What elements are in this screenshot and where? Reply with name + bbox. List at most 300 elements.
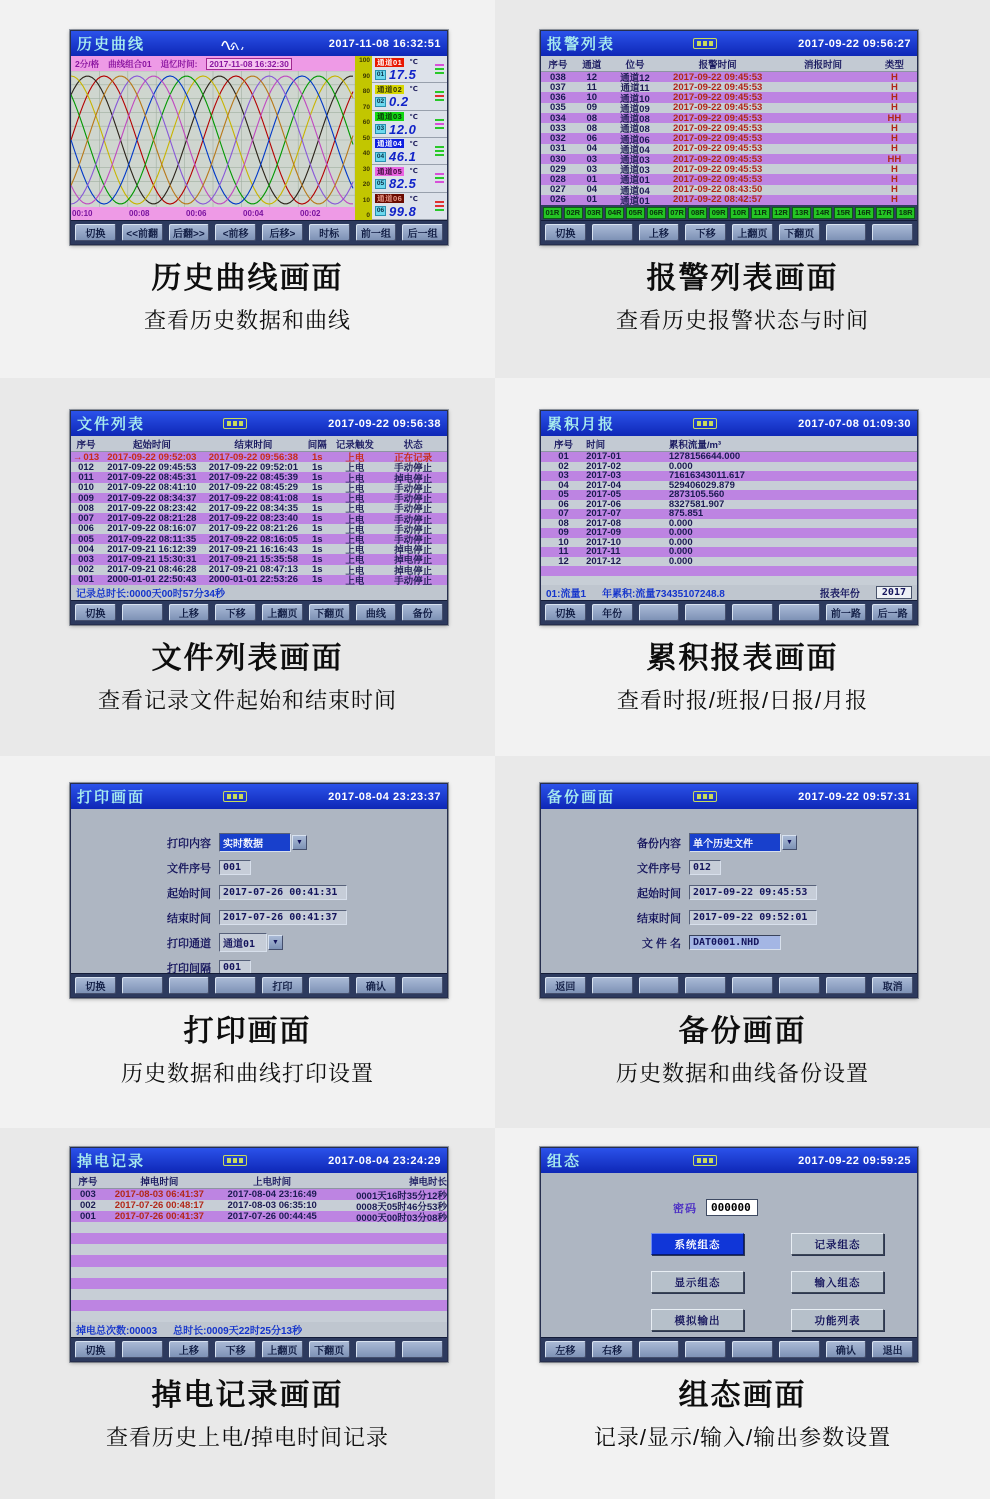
- caption-subtitle: 历史数据和曲线备份设置: [615, 1060, 869, 1086]
- column-header: 间隔: [307, 439, 327, 451]
- table-cell: 上电: [345, 473, 365, 483]
- table-row: [71, 1189, 447, 1200]
- storage-icon: [693, 1155, 717, 1166]
- table-cell: 1s: [311, 513, 323, 524]
- table-row: [71, 575, 447, 585]
- softkey-blank-2[interactable]: [639, 977, 680, 994]
- relay-indicator: 05R: [626, 207, 645, 219]
- table-cell: 2017-09-22 09:45:53: [673, 72, 763, 83]
- caption-subtitle: 查看历史报警状态与时间: [615, 307, 869, 333]
- table-cell: 2017-05: [586, 490, 621, 500]
- column-header: 消报时间: [803, 59, 842, 71]
- softkey-blank-7[interactable]: [872, 224, 913, 241]
- caption-title: 备份画面: [678, 1015, 807, 1048]
- table-cell: 04: [558, 480, 569, 490]
- softkey-blank-4[interactable]: [732, 977, 773, 994]
- form-row: [71, 880, 447, 905]
- channel-card-02[interactable]: [372, 83, 447, 110]
- table-cell: 05: [558, 490, 569, 500]
- channel-value: 0.2: [389, 94, 409, 110]
- channel-value: 99.8: [389, 203, 417, 219]
- softkey-blank-7[interactable]: [402, 977, 443, 994]
- table-row: [541, 174, 917, 184]
- field-value[interactable]: 单个历史文件: [689, 833, 781, 852]
- table-row: [541, 92, 917, 102]
- titlebar: [541, 411, 917, 436]
- table-row: [541, 557, 917, 567]
- caption-title: 历史曲线画面: [151, 262, 344, 295]
- table-row: [541, 519, 917, 529]
- table-cell: 2017-07: [586, 509, 621, 519]
- table-cell: 003: [78, 554, 94, 565]
- table-header: [541, 436, 917, 452]
- softkey-blank-6[interactable]: [826, 977, 867, 994]
- menu-button-2[interactable]: 显示组态: [651, 1271, 744, 1293]
- status-text: 记录总时长:0000天00时57分34秒: [76, 589, 225, 600]
- softkey-button-0[interactable]: 切换: [545, 224, 586, 241]
- softkey-button-4[interactable]: 打印: [262, 977, 303, 994]
- form-row: [71, 855, 447, 880]
- softkey-button-0[interactable]: 切换: [75, 224, 116, 241]
- table-row: [71, 1200, 447, 1211]
- table-cell: 2017-09-22 08:45:29: [208, 482, 298, 493]
- report-year-field[interactable]: 2017: [876, 586, 912, 599]
- column-header: 序号: [554, 439, 574, 451]
- table-cell: 2017-09-22 08:43:50: [673, 184, 763, 195]
- softkey-button-6[interactable]: 确认: [826, 1341, 867, 1358]
- x-axis: [71, 207, 355, 220]
- softkey-blank-3[interactable]: [215, 977, 256, 994]
- column-header: 记录触发: [335, 439, 374, 451]
- curve-right: [355, 56, 447, 220]
- empty-row: [541, 576, 917, 586]
- table-row: [541, 154, 917, 164]
- table-row: [541, 82, 917, 92]
- status-bar: [71, 585, 447, 600]
- menu-button-5[interactable]: 功能列表: [791, 1309, 884, 1331]
- channel-card-top: [375, 166, 444, 176]
- softkey-button-7[interactable]: 取消: [872, 977, 913, 994]
- tile-config: [495, 1128, 990, 1499]
- column-header: 状态: [403, 439, 423, 451]
- table-row: [71, 513, 447, 523]
- field-value[interactable]: 001: [219, 860, 251, 875]
- column-header: 累积流量/m³: [668, 439, 722, 451]
- softkey-button-2[interactable]: 上移: [169, 604, 210, 621]
- softkey-blank-6[interactable]: [356, 1341, 397, 1358]
- form-row: [71, 830, 447, 855]
- caption: [144, 262, 351, 335]
- table-cell: HH: [887, 153, 902, 165]
- table-cell: 2017-09-22 09:45:53: [673, 92, 763, 103]
- table-cell: 71616343011.617: [668, 471, 745, 481]
- table-cell: 03: [586, 153, 598, 165]
- table-cell: 2017-02: [586, 461, 621, 471]
- softkey-blank-1[interactable]: [592, 977, 633, 994]
- softkey-button-0[interactable]: 左移: [545, 1341, 586, 1358]
- caption-subtitle: 历史数据和曲线打印设置: [120, 1060, 374, 1086]
- field-value[interactable]: 2017-09-22 09:45:53: [689, 885, 817, 900]
- curve-group: 曲线组合01: [108, 58, 152, 69]
- channel-number-chip: 01: [376, 70, 385, 78]
- table-cell: 2017-09-22 08:16:07: [107, 523, 197, 534]
- table-cell: 1s: [311, 523, 323, 534]
- menu-button-1[interactable]: 记录组态: [791, 1233, 884, 1255]
- table-cell: 2017-09-22 09:45:53: [673, 174, 763, 185]
- softkey-button-4[interactable]: 后移>: [262, 224, 303, 241]
- softkey-blank-3[interactable]: [685, 604, 726, 621]
- relay-indicator: 16R: [855, 207, 874, 219]
- tile-monthly-report: [495, 378, 990, 756]
- table-cell: 通道01: [620, 175, 650, 185]
- softkey-button-0[interactable]: 切换: [545, 604, 586, 621]
- caption: [121, 1015, 374, 1088]
- softkey-blank-5[interactable]: [779, 1341, 820, 1358]
- table-cell: 1s: [311, 482, 323, 493]
- table-cell: 009: [78, 492, 94, 504]
- titlebar: [71, 784, 447, 809]
- password-field[interactable]: 000000: [706, 1199, 758, 1216]
- field-value[interactable]: 2017-09-22 09:52:01: [689, 910, 817, 925]
- form-row: [71, 930, 447, 955]
- softkey-button-1[interactable]: 年份: [592, 604, 633, 621]
- table-cell: 上电: [345, 494, 365, 504]
- softkey-blank-3[interactable]: [685, 1341, 726, 1358]
- table-cell: 2017-07-26 00:48:17: [114, 1200, 204, 1212]
- channel-unit: ℃: [409, 168, 418, 176]
- table-cell: 0000天00时03分08秒: [356, 1212, 447, 1223]
- caption: [594, 1379, 891, 1452]
- softkey-button-1[interactable]: <<前翻: [122, 224, 163, 241]
- clock: 2017-07-08 01:09:30: [798, 417, 911, 430]
- softkey-blank-4[interactable]: [732, 604, 773, 621]
- channel-list: [372, 56, 447, 220]
- softkey-blank-1[interactable]: [592, 224, 633, 241]
- channel-card-03[interactable]: [372, 111, 447, 138]
- x-tick: 00:08: [129, 209, 150, 218]
- time-per-div: 2分/格: [75, 58, 100, 69]
- table-cell: 031: [549, 143, 566, 154]
- table-cell: 006: [78, 523, 94, 534]
- field-value[interactable]: 2017-07-26 00:41:37: [219, 910, 347, 925]
- table-cell: 2017-01: [586, 452, 621, 462]
- channel-tag: 通道02: [377, 84, 403, 94]
- table-cell: H: [890, 194, 898, 205]
- caption: [616, 262, 869, 335]
- caption-subtitle: 查看历史数据和曲线: [143, 307, 351, 333]
- softkey-button-7[interactable]: 后一组: [402, 224, 443, 241]
- softkey-button-5[interactable]: 下翻页: [309, 1341, 350, 1358]
- table-cell: H: [890, 72, 898, 83]
- status-text: 掉电总次数:00003: [76, 1326, 158, 1337]
- field-label: 文件序号: [637, 862, 681, 875]
- softkey-blank-5[interactable]: [309, 977, 350, 994]
- relay-indicator: 01R: [543, 207, 562, 219]
- table-row: [71, 483, 447, 493]
- channel-card-06[interactable]: [372, 193, 447, 220]
- softkey-button-1[interactable]: 右移: [592, 1341, 633, 1358]
- table-cell: H: [890, 102, 898, 113]
- table-cell: 2017-09-22 09:45:53: [673, 123, 763, 134]
- softkey-blank-2[interactable]: [639, 1341, 680, 1358]
- alarm-level-bars-icon: [435, 64, 444, 74]
- table-cell: 手动停止: [394, 575, 433, 585]
- channel-value: 17.5: [389, 67, 417, 83]
- table-cell: H: [890, 82, 898, 93]
- column-header: 位号: [625, 59, 645, 71]
- table-cell: 2017-09-21 16:12:39: [107, 544, 197, 555]
- data-table: [541, 56, 917, 205]
- y-tick: 60: [362, 119, 370, 126]
- table-cell: 09: [586, 102, 598, 113]
- status-text: 01:流量1: [546, 589, 587, 600]
- table-cell: H: [890, 184, 898, 195]
- y-tick: 0: [366, 212, 370, 219]
- table-cell: 2017-04: [586, 480, 621, 490]
- field-value[interactable]: 012: [689, 860, 721, 875]
- relay-indicator: 13R: [792, 207, 811, 219]
- column-header: 起始时间: [132, 439, 171, 451]
- softkey-button-2[interactable]: 上移: [169, 1341, 210, 1358]
- softkey-bar: [71, 973, 447, 997]
- softkey-button-2[interactable]: 上移: [639, 224, 680, 241]
- table-cell: 2017-09-22 08:45:39: [208, 472, 298, 483]
- softkey-button-0[interactable]: 切换: [75, 977, 116, 994]
- column-header: 掉电时长: [408, 1176, 447, 1188]
- column-header: 类型: [884, 59, 904, 71]
- field-value[interactable]: 001: [219, 960, 251, 973]
- field-label: 结束时间: [637, 912, 681, 925]
- tile-print: [0, 756, 495, 1128]
- softkey-button-7[interactable]: 备份: [402, 604, 443, 621]
- softkey-blank-1[interactable]: [122, 604, 163, 621]
- softkey-blank-5[interactable]: [779, 977, 820, 994]
- table-row: [71, 1211, 447, 1222]
- y-tick: 10: [362, 196, 370, 204]
- table-cell: 10: [586, 92, 598, 103]
- recall-time-label: 追忆时间:: [160, 58, 198, 69]
- tile-history-curve: [0, 0, 495, 378]
- empty-row: [71, 1222, 447, 1233]
- table-row: [71, 554, 447, 564]
- menu-button-3[interactable]: 输入组态: [791, 1271, 884, 1293]
- field-value[interactable]: DAT0001.NHD: [689, 935, 781, 950]
- relay-status-strip: [541, 205, 917, 220]
- config-body: [541, 1173, 917, 1337]
- softkey-blank-5[interactable]: [779, 604, 820, 621]
- screen-history-curve: [70, 30, 448, 245]
- softkey-button-4[interactable]: 上翻页: [262, 604, 303, 621]
- softkey-button-5[interactable]: 下翻页: [779, 224, 820, 241]
- empty-row: [71, 1289, 447, 1300]
- recall-time-field[interactable]: 2017-11-08 16:32:30: [206, 58, 291, 70]
- clock: 2017-09-22 09:57:31: [798, 790, 911, 803]
- relay-indicator: 11R: [751, 207, 770, 219]
- table-cell: 04: [586, 143, 598, 154]
- relay-indicator: 02R: [564, 207, 583, 219]
- field-value[interactable]: 通道01: [219, 933, 267, 952]
- empty-row: [71, 1233, 447, 1244]
- table-cell: 2000-01-01 22:50:43: [107, 574, 197, 585]
- table-header: [541, 56, 917, 72]
- field-value[interactable]: 2017-07-26 00:41:31: [219, 885, 347, 900]
- channel-number-chip: 03: [376, 125, 385, 133]
- table-cell: 011: [78, 472, 94, 483]
- data-table: [71, 436, 447, 585]
- clock: 2017-08-04 23:24:29: [328, 1154, 441, 1167]
- softkey-blank-2[interactable]: [639, 604, 680, 621]
- channel-card-top: [375, 194, 444, 204]
- table-cell: 012: [78, 462, 94, 473]
- caption-subtitle: 查看时报/班报/日报/月报: [616, 687, 869, 713]
- softkey-blank-3[interactable]: [685, 977, 726, 994]
- table-cell: 2017-09-22 08:34:37: [107, 492, 197, 504]
- softkey-button-5[interactable]: 下翻页: [309, 604, 350, 621]
- table-cell: 027: [549, 184, 566, 195]
- channel-card-05[interactable]: [372, 165, 447, 192]
- titlebar: [541, 784, 917, 809]
- channel-card-01[interactable]: [372, 56, 447, 83]
- channel-number-chip: 05: [376, 179, 385, 187]
- column-header: 序号: [548, 59, 568, 71]
- channel-card-bottom: [375, 204, 444, 219]
- softkey-button-0[interactable]: 切换: [75, 604, 116, 621]
- storage-icon: [693, 418, 717, 429]
- dropdown-arrow-icon[interactable]: ▼: [782, 835, 797, 850]
- softkey-button-2[interactable]: 后翻>>: [169, 224, 210, 241]
- table-row: [541, 164, 917, 174]
- softkey-button-6[interactable]: 前一路: [826, 604, 867, 621]
- data-table: [541, 436, 917, 585]
- trend-chart: [71, 71, 355, 207]
- softkey-blank-2[interactable]: [169, 977, 210, 994]
- table-cell: 手动停止: [394, 514, 433, 524]
- table-row: [541, 500, 917, 510]
- relay-indicator: 18R: [896, 207, 915, 219]
- table-row: [71, 452, 447, 462]
- table-cell: 0001天16时35分12秒: [356, 1190, 447, 1201]
- channel-number-chip: 06: [376, 207, 385, 215]
- channel-tag: 通道03: [377, 112, 403, 122]
- table-cell: H: [890, 133, 898, 144]
- softkey-button-6[interactable]: 前一组: [356, 224, 397, 241]
- channel-card-top: [375, 112, 444, 122]
- table-cell: 2017-09-22 08:21:28: [107, 513, 197, 524]
- table-cell: 875.851: [668, 509, 704, 519]
- table-row: [541, 490, 917, 500]
- field-label: 起始时间: [637, 887, 681, 900]
- softkey-blank-4[interactable]: [732, 1341, 773, 1358]
- table-cell: 2017-09-22 09:52:03: [107, 452, 197, 463]
- table-cell: 手动停止: [394, 524, 433, 534]
- relay-indicator: 06R: [647, 207, 666, 219]
- softkey-button-3[interactable]: 下移: [215, 604, 256, 621]
- screen-file-list: [70, 410, 448, 625]
- data-table: [71, 1173, 447, 1322]
- table-cell: 0.000: [668, 537, 693, 547]
- channel-number-chip: 04: [376, 152, 385, 160]
- form-row: [71, 955, 447, 973]
- table-row: [71, 503, 447, 513]
- storage-icon: [223, 791, 247, 802]
- softkey-button-4[interactable]: 上翻页: [732, 224, 773, 241]
- channel-card-bottom: [375, 94, 444, 109]
- column-header: 时间: [586, 439, 606, 451]
- field-value[interactable]: 实时数据: [219, 833, 291, 852]
- table-cell: 06: [558, 499, 569, 509]
- dropdown-arrow-icon[interactable]: ▼: [268, 935, 283, 950]
- softkey-button-6[interactable]: 曲线: [356, 604, 397, 621]
- table-cell: 上电: [345, 575, 365, 585]
- table-cell: 2017-03: [586, 471, 621, 481]
- alarm-level-bars-icon: [435, 91, 444, 101]
- table-cell: 2017-11: [586, 547, 621, 557]
- clock: 2017-09-22 09:59:25: [798, 1154, 911, 1167]
- table-cell: 08: [586, 123, 598, 134]
- titlebar: [541, 1148, 917, 1173]
- table-cell: H: [890, 123, 898, 134]
- table-cell: 09: [558, 528, 569, 538]
- channel-unit: ℃: [409, 113, 418, 121]
- relay-indicator: 08R: [688, 207, 707, 219]
- y-tick: 50: [362, 134, 370, 142]
- table-cell: 掉电停止: [394, 545, 433, 555]
- table-cell: 035: [549, 102, 566, 113]
- tile-file-list: [0, 378, 495, 756]
- password-label: 密码: [673, 1202, 697, 1215]
- softkey-button-0[interactable]: 返回: [545, 977, 586, 994]
- menu-button-4[interactable]: 模拟输出: [651, 1309, 744, 1331]
- caption-title: 文件列表画面: [151, 642, 344, 675]
- softkey-blank-7[interactable]: [402, 1341, 443, 1358]
- table-cell: 01: [586, 174, 598, 185]
- table-cell: 038: [549, 72, 566, 83]
- column-header: 序号: [76, 439, 96, 451]
- channel-value: 46.1: [389, 149, 417, 165]
- table-cell: HH: [887, 112, 902, 124]
- menu-button-0[interactable]: 系统组态: [651, 1233, 744, 1255]
- empty-row: [71, 1244, 447, 1255]
- softkey-button-7[interactable]: 退出: [872, 1341, 913, 1358]
- softkey-blank-1[interactable]: [122, 977, 163, 994]
- table-cell: 2017-09-22 08:41:08: [208, 492, 298, 504]
- dropdown-arrow-icon[interactable]: ▼: [292, 835, 307, 850]
- screen-alarm-list: [540, 30, 918, 245]
- channel-tag: 通道01: [377, 57, 403, 67]
- softkey-button-5[interactable]: 时标: [309, 224, 350, 241]
- table-row: [541, 452, 917, 462]
- softkey-blank-1[interactable]: [122, 1341, 163, 1358]
- softkey-button-4[interactable]: 上翻页: [262, 1341, 303, 1358]
- status-text: 总时长:0009天22时25分13秒: [173, 1326, 303, 1337]
- table-cell: 2017-09-21 08:46:28: [107, 564, 197, 575]
- softkey-button-3[interactable]: 下移: [215, 1341, 256, 1358]
- channel-card-04[interactable]: [372, 138, 447, 165]
- softkey-button-3[interactable]: <前移: [215, 224, 256, 241]
- table-cell: 1s: [311, 492, 323, 504]
- table-cell: 1s: [311, 544, 323, 555]
- softkey-blank-6[interactable]: [826, 224, 867, 241]
- softkey-button-7[interactable]: 后一路: [872, 604, 913, 621]
- table-cell: 掉电停止: [394, 555, 433, 565]
- curve-info-bar: [71, 56, 355, 71]
- table-cell: 005: [78, 533, 94, 545]
- table-cell: 2017-09-21 15:30:31: [107, 554, 197, 565]
- table-cell: 032: [549, 133, 566, 144]
- softkey-button-3[interactable]: 下移: [685, 224, 726, 241]
- softkey-button-6[interactable]: 确认: [356, 977, 397, 994]
- softkey-button-0[interactable]: 切换: [75, 1341, 116, 1358]
